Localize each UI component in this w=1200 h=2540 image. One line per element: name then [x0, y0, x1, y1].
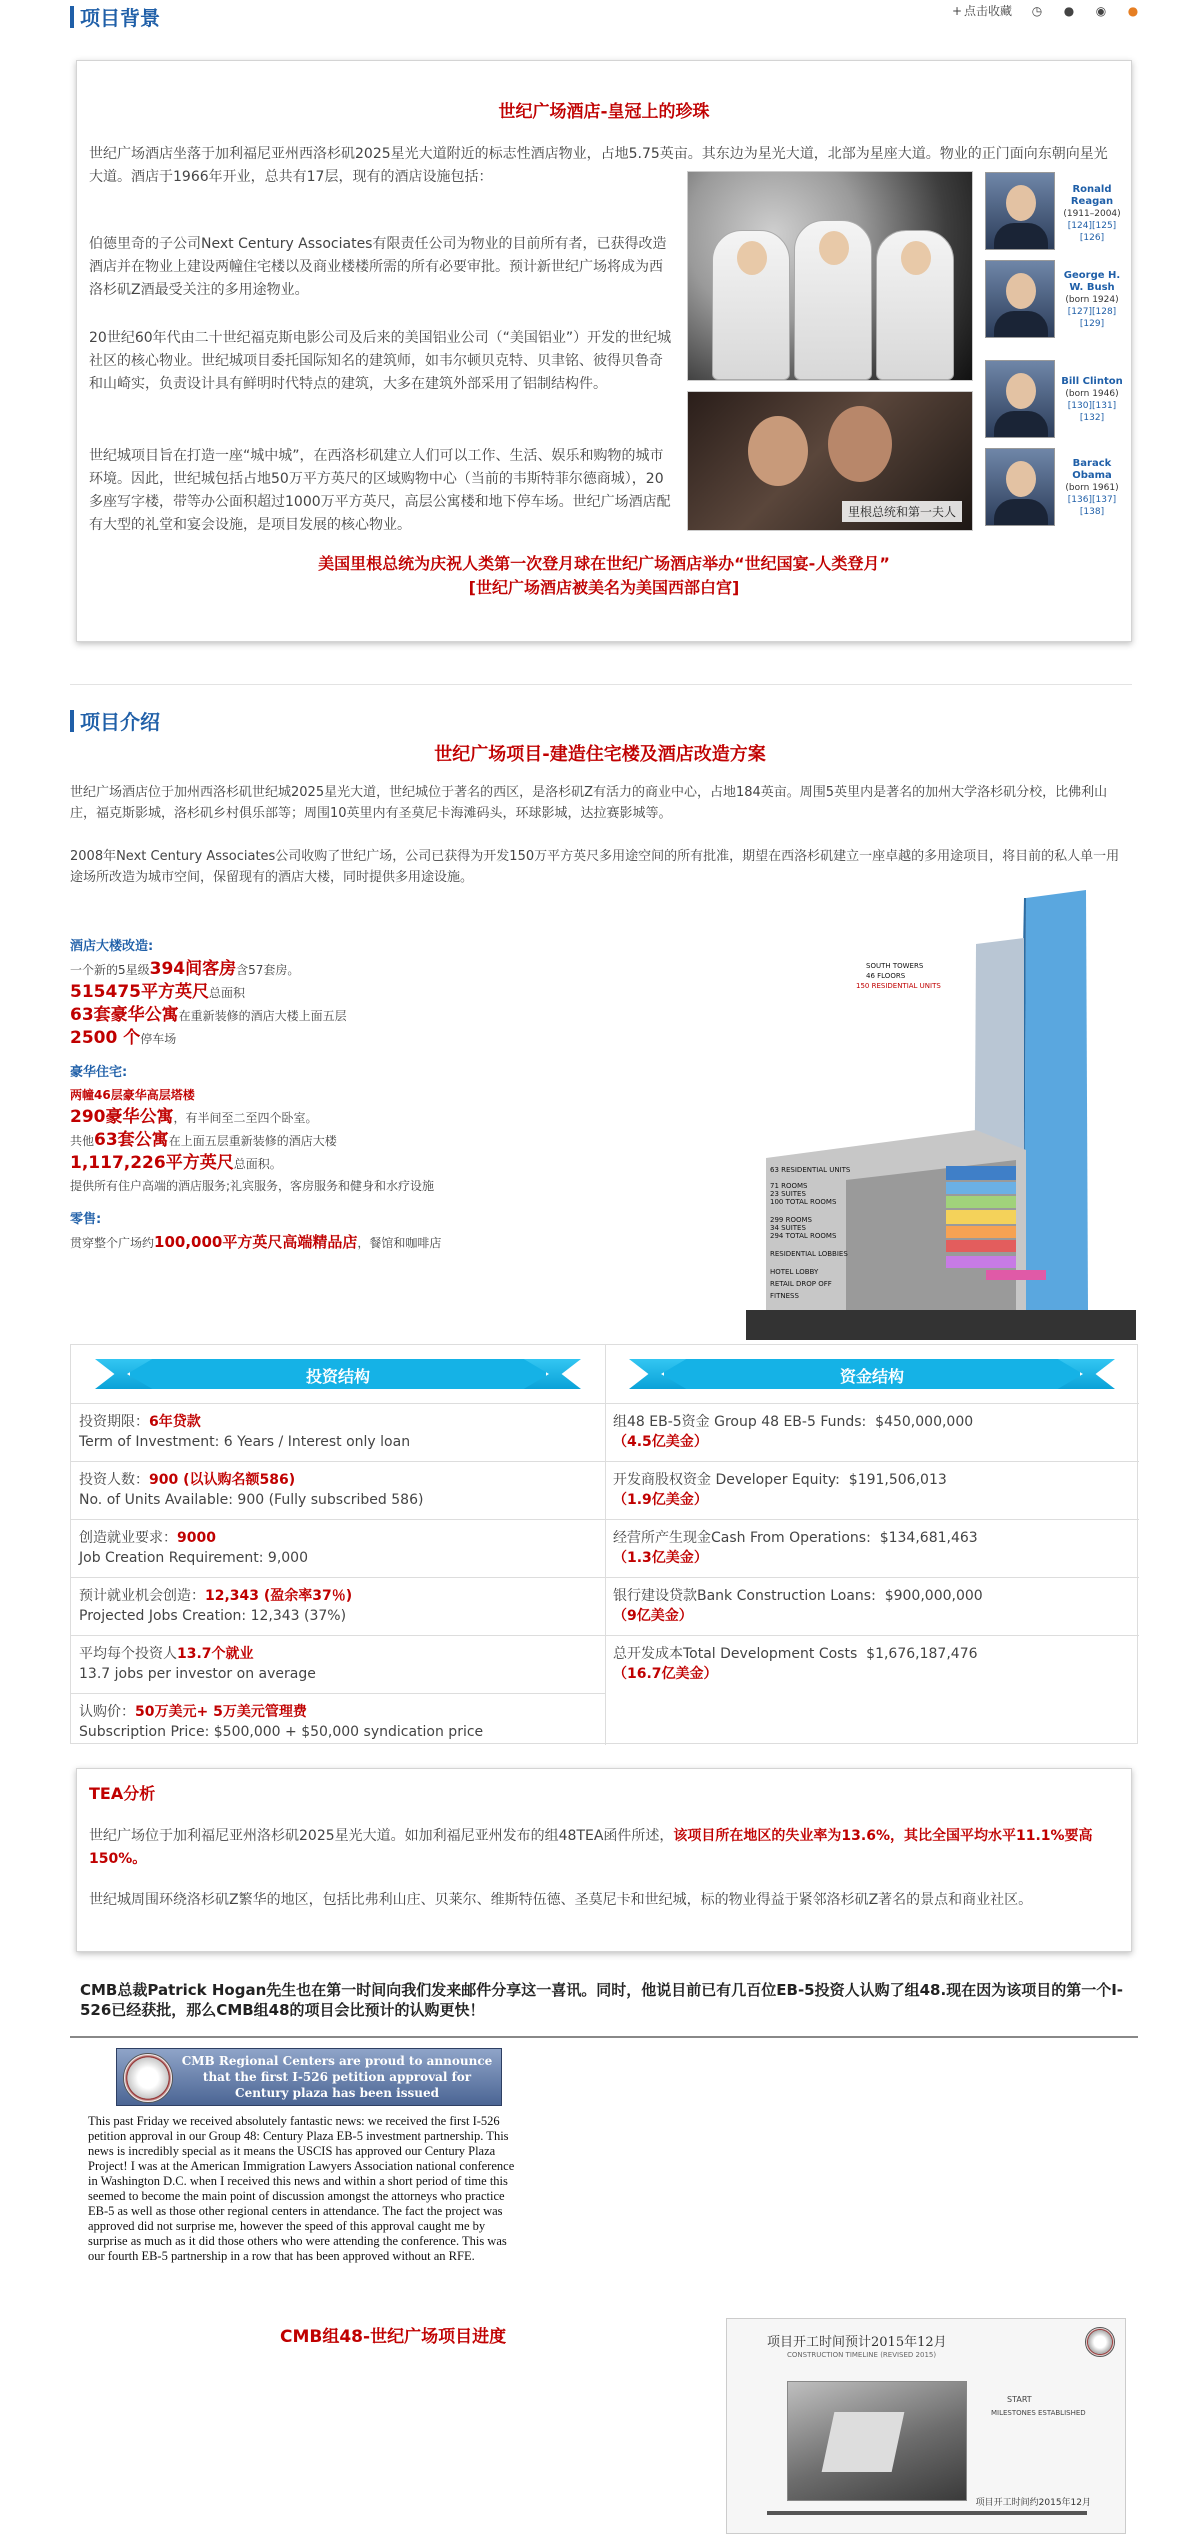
tower-label-lobbies: RESIDENTIAL LOBBIES [770, 1250, 848, 1258]
plus-icon: + [951, 4, 963, 18]
tower-label-res63: 63 RESIDENTIAL UNITS [770, 1166, 851, 1174]
tower-label-fitness: FITNESS [770, 1292, 799, 1300]
wechat-icon[interactable]: ● [1127, 3, 1139, 18]
qq-icon[interactable]: ● [1063, 3, 1075, 18]
table-row: 投资人数：900 (以认购名额586) No. of Units Available: 900 (Fully subscribed 586) [71, 1461, 605, 1519]
doc-start: START [1007, 2395, 1032, 2404]
heading-bar [70, 6, 74, 28]
astronaut-figure [794, 220, 872, 380]
portrait-obama [985, 448, 1055, 526]
cmb-divider [70, 2036, 1138, 2038]
astronaut-figure [876, 230, 954, 380]
retail-label: 零售: [70, 1212, 102, 1227]
table-row: 认购价：50万美元+ 5万美元管理费 Subscription Price: $500,000 + $50,000 syndication price [71, 1693, 605, 1751]
tower-label-rooms2: 299 ROOMS [770, 1216, 812, 1224]
tower-label-hotel-lobby: HOTEL LOBBY [770, 1268, 819, 1276]
table-row: 投资期限：6年贷款 Term of Investment: 6 Years / Interest only loan [71, 1403, 605, 1461]
portrait-reagan [985, 172, 1055, 250]
tower-label-retail: RETAIL DROP OFF [770, 1280, 832, 1288]
background-title: 世纪广场酒店-皇冠上的珍珠 [498, 102, 710, 122]
tower-label-south: SOUTH TOWERS [866, 962, 924, 970]
figure-face [748, 416, 808, 486]
president-info: George H. W. Bush (born 1924) [127][128][129] [1063, 270, 1121, 329]
president-info: Barack Obama (born 1961) [136][137][138] [1065, 458, 1119, 517]
background-footer-1: 美国里根总统为庆祝人类第一次登月球在世纪广场酒店举办“世纪国宴-人类登月” [318, 554, 890, 573]
tower-label-rooms: 71 ROOMS [770, 1182, 808, 1190]
doc-subtitle: CONSTRUCTION TIMELINE (REVISED 2015) [787, 2351, 937, 2359]
bookmark-button[interactable] [950, 2, 1012, 19]
reagan-dance-photo [687, 391, 973, 531]
table-row: 银行建设贷款Bank Construction Loans: $900,000,000 （9亿美金） [605, 1577, 1139, 1635]
timeline-document-thumbnail [726, 2318, 1126, 2534]
astronaut-figure [712, 230, 790, 380]
background-box [76, 60, 1132, 642]
table-row: 平均每个投资人13.7个就业 13.7 jobs per investor on average [71, 1635, 605, 1693]
tower-label-floors: 46 FLOORS [866, 972, 906, 980]
hotel-label: 酒店大楼改造: [70, 939, 154, 954]
background-para-3: 20世纪60年代由二十世纪福克斯电影公司及后来的美国铝业公司（“美国铝业”）开发的世纪城社区的核心物业。世纪城项目委托国际知名的建筑师，如韦尔顿贝克特、贝聿铭、彼得贝鲁奇和山崎实，负责设计具有鲜明时代特点的建筑，大多在建筑外部采用了铝制结构件。 [89, 330, 672, 392]
tea-analysis-box [76, 1768, 1132, 1952]
clock-icon[interactable]: ◷ [1031, 3, 1043, 18]
table-row: 经营所产生现金Cash From Operations: $134,681,463 （1.3亿美金） [605, 1519, 1139, 1577]
table-row: 预计就业机会创造：12,343 (盈余率37％) Projected Jobs Creation: 12,343 (37%) [71, 1577, 605, 1635]
investment-structure-column [71, 1345, 605, 1751]
figure-face [828, 406, 892, 482]
background-para-1: 世纪广场酒店坐落于加利福尼亚州西洛杉矶2025星光大道附近的标志性酒店物业，占地5.75英亩。其东边为星光大道，北部为星座大道。物业的正门面向东朝向星光大道。酒店于1966年开业，总共有17层，现有的酒店设施包括： [89, 146, 1108, 185]
weibo-icon[interactable]: ◉ [1095, 3, 1107, 18]
section-title: 项目介绍 [80, 710, 160, 734]
progress-title: CMB组48-世纪广场项目进度 [280, 2327, 507, 2347]
apollo-crew-photo [687, 171, 973, 381]
tea-para-1: 世纪广场位于加利福尼亚州洛杉矶2025星光大道。如加利福尼亚州发布的组48TEA函件所述，该项目所在地区的失业率为13.6%，其比全国平均水平11.1%要高150%。 [89, 1828, 1093, 1867]
investment-structure-banner: 投资结构 [71, 1345, 605, 1403]
doc-seal-icon [1085, 2327, 1115, 2357]
intro-title: 世纪广场项目-建造住宅楼及酒店改造方案 [434, 744, 766, 765]
section-divider [70, 684, 1132, 685]
doc-footer: 项目开工时间约2015年12月 [975, 2498, 1091, 2508]
president-info: Ronald Reagan (1911–2004) [124][125][126] [1063, 184, 1121, 243]
cmb-headline: CMB总裁Patrick Hogan先生也在第一时间向我们发来邮件分享这一喜讯。同时，他说目前已有几百位EB-5投资人认购了组48.现在因为该项目的第一个I-526已经获批，那么CMB组48的项目会比预计的认购更快！ [80, 1981, 1124, 2019]
background-para-2: 伯德里奇的子公司Next Century Associates有限责任公司为物业的目前所有者，已获得改造酒店并在物业上建设两幢住宅楼以及商业楼楼所需的所有必要审批。预计新世纪广场将成为西洛杉矶Z酒最受关注的多用途物业。 [89, 236, 667, 298]
cmb-seal-icon [123, 2053, 173, 2103]
capital-structure-column [605, 1345, 1139, 1693]
tea-para-2: 世纪城周围环绕洛杉矶Z繁华的地区，包括比弗利山庄、贝莱尔、维斯特伍德、圣莫尼卡和世纪城，标的物业得益于紧邻洛杉矶Z著名的景点和商业社区。 [89, 1892, 1033, 1908]
doc-milestones: MILESTONES ESTABLISHED [991, 2409, 1086, 2417]
intro-para-1: 世纪广场酒店位于加州西洛杉矶世纪城2025星光大道，世纪城位于著名的西区，是洛杉矶Z有活力的商业中心，占地184英亩。周围5英里内是著名的加州大学洛杉矶分校，比佛利山庄，福克斯影城，洛杉矶乡村俱乐部等；周围10英里内有圣莫尼卡海滩码头，环球影城，达拉赛影城等。 [70, 785, 1108, 821]
doc-title: 项目开工时间预计2015年12月 [767, 2335, 947, 2350]
doc-timeline-bar [767, 2511, 1087, 2515]
tower-label-suites: 23 SUITES [770, 1190, 806, 1198]
top-toolbar [950, 2, 1140, 19]
tea-title: TEA分析 [89, 1784, 156, 1803]
tower-rendering [726, 890, 1136, 1340]
doc-rendering-image [787, 2381, 967, 2501]
background-para-4: 世纪城项目旨在打造一座“城中城”，在西洛杉矶建立人们可以工作、生活、娱乐和购物的城市环境。因此，世纪城包括占地50万平方英尺的区域购物中心（当前的韦斯特菲尔德商城），20多座写字楼，带等办公面积超过1000万平方英尺，高层公寓楼和地下停车场。世纪广场酒店配有大型的礼堂和宴会设施，是项目发展的核心物业。 [89, 448, 671, 533]
capital-structure-banner: 资金结构 [605, 1345, 1139, 1403]
cmb-announcement-banner: CMB Regional Centers are proud to announce that the first I-526 petition approval for Century plaza has been issued [116, 2048, 502, 2106]
table-row: 组48 EB-5资金 Group 48 EB-5 Funds: $450,000,000 （4.5亿美金） [605, 1403, 1139, 1461]
tower-label-units: 150 RESIDENTIAL UNITS [856, 982, 941, 990]
residential-label: 豪华住宅: [70, 1065, 128, 1080]
portrait-bush [985, 260, 1055, 338]
background-footer-2: [世纪广场酒店被美名为美国西部白宫] [468, 578, 740, 597]
investment-table [70, 1344, 1138, 1744]
tower-label-total: 100 TOTAL ROOMS [770, 1198, 837, 1206]
table-row: 创造就业要求：9000 Job Creation Requirement: 9,000 [71, 1519, 605, 1577]
cmb-letter [88, 2048, 520, 2328]
section-intro-heading [70, 706, 160, 735]
section-background-heading [70, 2, 160, 31]
portrait-clinton [985, 360, 1055, 438]
photo-caption: 里根总统和第一夫人 [842, 501, 962, 522]
table-row: 总开发成本Total Development Costs $1,676,187,476 （16.7亿美金） [605, 1635, 1139, 1693]
table-row: 开发商股权资金 Developer Equity: $191,506,013 （1.9亿美金） [605, 1461, 1139, 1519]
letter-body: This past Friday we received absolutely fantastic news: we received the first I-526 petition approval in our Group 48: Century Plaza EB-5 investment partnership. This news is incredibly special as it means the USCIS has approved our Century Plaza Project! I was at the American Immigration Lawyers Association national conference in Washington D.C. when I received this news and within a short period of time this seemed to become the main point of discussion amongst the attorneys who practice EB-5 as well as those other regional centers in attendance. The fact the project was approved did not surprise me, however the speed of this approval caught me by surprise as much as it did those others who were attending the conference. This was our fourth EB-5 partnership in a row that has been approved without an RFE. [88, 2114, 515, 2263]
section-title: 项目背景 [80, 6, 160, 30]
intro-para-2: 2008年Next Century Associates公司收购了世纪广场，公司已获得为开发150万平方英尺多用途空间的所有批准，期望在西洛杉矶建立一座卓越的多用途项目，将目前的私人单一用途场所改造为城市空间，保留现有的酒店大楼，同时提供多用途设施。 [70, 849, 1120, 885]
tower-label-total2: 294 TOTAL ROOMS [770, 1232, 837, 1240]
project-highlights: 酒店大楼改造: 一个新的5星级394间客房含57套房。 515475平方英尺总面积 63套豪华公寓在重新装修的酒店大楼上面五层 2500 个停车场 豪华住宅: 两幢46层豪华高层塔楼 290豪华公寓，有半间至二至四个卧室。 共他63套公寓在上面五层重新装修的酒店大楼 1,117,226平方英尺总面积。 提供所有住户高端的酒店服务;礼宾服务，客房服务和健身和水疗设施 零售: 贯穿整个广场约100,000平方英尺高端精品店，餐馆和咖啡店 [70, 936, 710, 1254]
bookmark-label: 点击收藏 [963, 4, 1012, 18]
president-info: Bill Clinton (born 1946) [130][131][132] [1061, 376, 1123, 423]
tower-label-suites2: 34 SUITES [770, 1224, 806, 1232]
heading-bar [70, 710, 74, 732]
